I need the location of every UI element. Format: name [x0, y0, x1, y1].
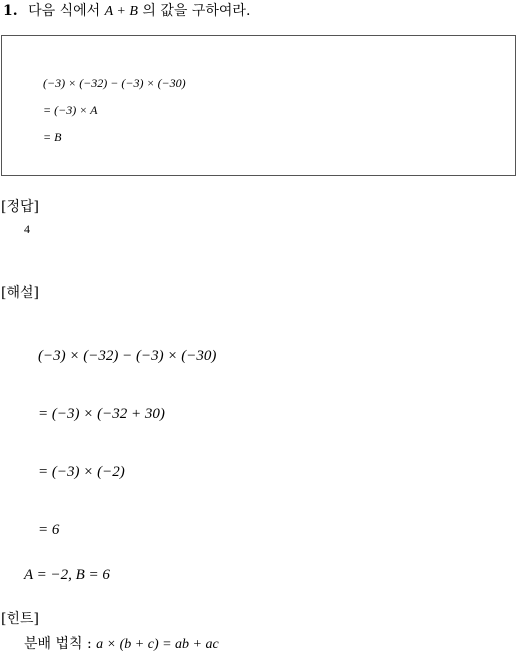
solution-step-1: (−3) × (−32) − (−3) × (−30) — [38, 348, 217, 364]
box-line-2: = (−3) × A — [43, 103, 98, 117]
problem-title — [3, 0, 250, 20]
answer-value: 4 — [24, 222, 30, 236]
box-line-3: = B — [43, 130, 62, 144]
solution-step-2: = (−3) × (−32 + 30) — [38, 406, 165, 422]
hint-text: 분배 법칙 : — [24, 636, 92, 652]
hint-label: [힌트] — [1, 611, 39, 627]
solution-result: A = −2, B = 6 — [24, 567, 110, 583]
solution-step-4: = 6 — [38, 522, 60, 538]
solution-label: [해설] — [1, 285, 39, 301]
problem-expression: A + B — [104, 4, 138, 19]
problem-text-before: 다음 식에서 — [28, 3, 101, 19]
problem-text-after: 의 값을 구하여라. — [142, 3, 251, 19]
solution-step-3: = (−3) × (−2) — [38, 464, 125, 480]
hint-formula: a × (b + c) = ab + ac — [96, 637, 219, 652]
problem-number: 1. — [3, 3, 18, 19]
hint-line — [24, 633, 219, 653]
answer-label: [정답] — [1, 199, 39, 215]
box-line-1: (−3) × (−32) − (−3) × (−30) — [43, 76, 186, 90]
